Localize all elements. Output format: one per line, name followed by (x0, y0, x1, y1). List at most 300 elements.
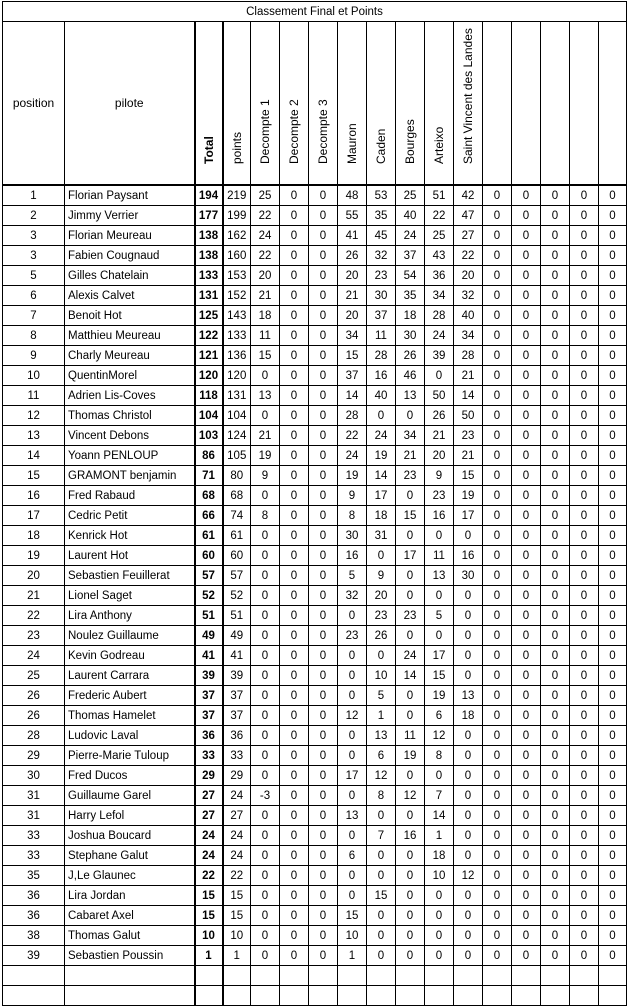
table-row (3, 466, 627, 486)
cell-extra-5: 0 (599, 666, 627, 686)
empty-cell (570, 986, 599, 1006)
cell-points: 24 (223, 846, 251, 866)
cell-pilote: Adrien Lis-Coves (65, 386, 195, 406)
cell-total: 71 (195, 466, 223, 486)
cell-decompte-1: 21 (251, 426, 280, 446)
empty-row (3, 966, 627, 986)
cell-points: 51 (223, 606, 251, 626)
cell-total: 36 (195, 726, 223, 746)
empty-cell (483, 986, 512, 1006)
cell-extra-1: 0 (483, 806, 512, 826)
cell-extra-2: 0 (512, 266, 541, 286)
cell-pilote: J,Le Glaunec (65, 866, 195, 886)
cell-position: 3 (3, 246, 65, 266)
cell-extra-2: 0 (512, 466, 541, 486)
cell-total: 37 (195, 706, 223, 726)
empty-cell (599, 966, 627, 986)
cell-extra-2: 0 (512, 446, 541, 466)
cell-total: 22 (195, 866, 223, 886)
cell-extra-5: 0 (599, 306, 627, 326)
cell-decompte-1: 0 (251, 526, 280, 546)
header-empty-1 (483, 22, 512, 186)
cell-extra-4: 0 (570, 346, 599, 366)
cell-round-3: 0 (396, 866, 425, 886)
cell-extra-3: 0 (541, 686, 570, 706)
cell-decompte-1: 15 (251, 346, 280, 366)
cell-position: 38 (3, 926, 65, 946)
cell-total: 10 (195, 926, 223, 946)
cell-round-4: 19 (425, 686, 454, 706)
cell-extra-2: 0 (512, 226, 541, 246)
cell-decompte-2: 0 (280, 206, 309, 226)
cell-round-4: 0 (425, 766, 454, 786)
cell-decompte-2: 0 (280, 926, 309, 946)
cell-extra-4: 0 (570, 766, 599, 786)
cell-pilote: Benoit Hot (65, 306, 195, 326)
cell-round-5: 47 (454, 206, 483, 226)
cell-extra-4: 0 (570, 286, 599, 306)
empty-cell (3, 986, 65, 1006)
cell-round-5: 50 (454, 406, 483, 426)
cell-total: 51 (195, 606, 223, 626)
cell-decompte-1: 0 (251, 866, 280, 886)
cell-round-2: 0 (367, 406, 396, 426)
cell-position: 8 (3, 326, 65, 346)
cell-extra-5: 0 (599, 486, 627, 506)
cell-extra-4: 0 (570, 606, 599, 626)
cell-decompte-2: 0 (280, 886, 309, 906)
cell-extra-3: 0 (541, 386, 570, 406)
cell-decompte-2: 0 (280, 526, 309, 546)
cell-round-3: 23 (396, 606, 425, 626)
cell-round-5: 0 (454, 906, 483, 926)
cell-pilote: Kenrick Hot (65, 526, 195, 546)
cell-round-4: 36 (425, 266, 454, 286)
cell-decompte-1: 0 (251, 666, 280, 686)
cell-total: 194 (195, 185, 223, 206)
cell-extra-3: 0 (541, 246, 570, 266)
cell-round-5: 34 (454, 326, 483, 346)
cell-extra-4: 0 (570, 906, 599, 926)
cell-points: 153 (223, 266, 251, 286)
cell-extra-3: 0 (541, 846, 570, 866)
cell-extra-1: 0 (483, 286, 512, 306)
cell-round-1: 0 (338, 646, 367, 666)
cell-decompte-2: 0 (280, 686, 309, 706)
cell-round-2: 23 (367, 266, 396, 286)
cell-extra-3: 0 (541, 606, 570, 626)
cell-extra-5: 0 (599, 786, 627, 806)
cell-extra-4: 0 (570, 506, 599, 526)
table-row (3, 806, 627, 826)
cell-pilote: Charly Meureau (65, 346, 195, 366)
cell-decompte-1: 0 (251, 826, 280, 846)
cell-round-1: 28 (338, 406, 367, 426)
cell-extra-2: 0 (512, 666, 541, 686)
cell-extra-4: 0 (570, 686, 599, 706)
cell-round-1: 19 (338, 466, 367, 486)
cell-round-2: 0 (367, 646, 396, 666)
cell-round-2: 0 (367, 546, 396, 566)
cell-round-1: 24 (338, 446, 367, 466)
empty-cell (512, 966, 541, 986)
cell-decompte-1: 20 (251, 266, 280, 286)
cell-extra-4: 0 (570, 626, 599, 646)
cell-round-5: 13 (454, 686, 483, 706)
standings-table (2, 1, 627, 1006)
cell-extra-1: 0 (483, 786, 512, 806)
cell-decompte-1: -3 (251, 786, 280, 806)
cell-position: 3 (3, 226, 65, 246)
cell-extra-4: 0 (570, 926, 599, 946)
cell-round-1: 0 (338, 686, 367, 706)
cell-round-4: 6 (425, 706, 454, 726)
cell-pilote: Florian Meureau (65, 226, 195, 246)
cell-position: 39 (3, 946, 65, 966)
cell-extra-3: 0 (541, 786, 570, 806)
cell-decompte-1: 0 (251, 886, 280, 906)
cell-points: 1 (223, 946, 251, 966)
cell-pilote: Sebastien Poussin (65, 946, 195, 966)
cell-round-3: 0 (396, 806, 425, 826)
cell-extra-5: 0 (599, 446, 627, 466)
cell-extra-1: 0 (483, 406, 512, 426)
cell-round-2: 11 (367, 326, 396, 346)
cell-extra-3: 0 (541, 366, 570, 386)
cell-extra-4: 0 (570, 826, 599, 846)
cell-extra-5: 0 (599, 426, 627, 446)
cell-round-3: 0 (396, 706, 425, 726)
cell-round-5: 0 (454, 926, 483, 946)
cell-decompte-1: 13 (251, 386, 280, 406)
empty-cell (425, 986, 454, 1006)
cell-decompte-2: 0 (280, 226, 309, 246)
cell-round-2: 45 (367, 226, 396, 246)
cell-round-1: 23 (338, 626, 367, 646)
cell-position: 24 (3, 646, 65, 666)
cell-round-5: 0 (454, 766, 483, 786)
cell-extra-5: 0 (599, 246, 627, 266)
cell-extra-1: 0 (483, 326, 512, 346)
cell-round-2: 0 (367, 846, 396, 866)
cell-round-3: 0 (396, 906, 425, 926)
table-row (3, 286, 627, 306)
cell-extra-2: 0 (512, 486, 541, 506)
cell-extra-4: 0 (570, 486, 599, 506)
cell-points: 162 (223, 226, 251, 246)
header-empty-5 (599, 22, 627, 186)
empty-cell (65, 966, 195, 986)
cell-round-4: 7 (425, 786, 454, 806)
cell-extra-4: 0 (570, 386, 599, 406)
cell-extra-3: 0 (541, 506, 570, 526)
cell-round-2: 30 (367, 286, 396, 306)
cell-extra-2: 0 (512, 546, 541, 566)
cell-points: 37 (223, 686, 251, 706)
cell-total: 66 (195, 506, 223, 526)
cell-extra-3: 0 (541, 706, 570, 726)
cell-total: 120 (195, 366, 223, 386)
cell-decompte-1: 0 (251, 766, 280, 786)
cell-pilote: Cedric Petit (65, 506, 195, 526)
cell-decompte-1: 22 (251, 246, 280, 266)
cell-extra-1: 0 (483, 266, 512, 286)
cell-decompte-2: 0 (280, 306, 309, 326)
cell-points: 133 (223, 326, 251, 346)
cell-pilote: Kevin Godreau (65, 646, 195, 666)
cell-round-1: 20 (338, 266, 367, 286)
cell-points: 136 (223, 346, 251, 366)
cell-round-3: 0 (396, 626, 425, 646)
cell-total: 61 (195, 526, 223, 546)
cell-extra-2: 0 (512, 306, 541, 326)
cell-round-4: 25 (425, 226, 454, 246)
cell-points: 15 (223, 886, 251, 906)
cell-total: 52 (195, 586, 223, 606)
cell-total: 122 (195, 326, 223, 346)
cell-round-2: 9 (367, 566, 396, 586)
cell-pilote: Jimmy Verrier (65, 206, 195, 226)
cell-round-5: 40 (454, 306, 483, 326)
cell-position: 23 (3, 626, 65, 646)
cell-round-5: 0 (454, 586, 483, 606)
cell-pilote: Stephane Galut (65, 846, 195, 866)
cell-round-5: 15 (454, 466, 483, 486)
cell-points: 120 (223, 366, 251, 386)
cell-decompte-2: 0 (280, 386, 309, 406)
table-row (3, 906, 627, 926)
cell-position: 5 (3, 266, 65, 286)
cell-round-2: 0 (367, 946, 396, 966)
cell-total: 33 (195, 746, 223, 766)
cell-decompte-2: 0 (280, 246, 309, 266)
header-empty-4 (570, 22, 599, 186)
cell-pilote: Cabaret Axel (65, 906, 195, 926)
cell-round-3: 37 (396, 246, 425, 266)
empty-cell (454, 986, 483, 1006)
cell-total: 37 (195, 686, 223, 706)
table-row (3, 586, 627, 606)
cell-round-5: 18 (454, 706, 483, 726)
cell-round-5: 0 (454, 846, 483, 866)
cell-extra-3: 0 (541, 306, 570, 326)
table-row (3, 246, 627, 266)
cell-points: 29 (223, 766, 251, 786)
cell-round-1: 10 (338, 926, 367, 946)
cell-position: 14 (3, 446, 65, 466)
cell-round-1: 1 (338, 946, 367, 966)
cell-round-4: 28 (425, 306, 454, 326)
cell-extra-1: 0 (483, 486, 512, 506)
cell-total: 29 (195, 766, 223, 786)
table-row (3, 526, 627, 546)
cell-total: 131 (195, 286, 223, 306)
cell-position: 33 (3, 846, 65, 866)
cell-round-4: 39 (425, 346, 454, 366)
cell-extra-4: 0 (570, 306, 599, 326)
cell-decompte-3: 0 (309, 326, 338, 346)
cell-decompte-1: 0 (251, 486, 280, 506)
cell-total: 68 (195, 486, 223, 506)
cell-extra-1: 0 (483, 766, 512, 786)
cell-extra-5: 0 (599, 326, 627, 346)
cell-extra-5: 0 (599, 185, 627, 206)
cell-points: 15 (223, 906, 251, 926)
cell-round-1: 55 (338, 206, 367, 226)
cell-decompte-1: 19 (251, 446, 280, 466)
cell-extra-3: 0 (541, 646, 570, 666)
cell-round-5: 42 (454, 185, 483, 206)
cell-total: 104 (195, 406, 223, 426)
cell-round-1: 26 (338, 246, 367, 266)
cell-round-3: 19 (396, 746, 425, 766)
cell-extra-2: 0 (512, 706, 541, 726)
cell-decompte-1: 18 (251, 306, 280, 326)
cell-decompte-3: 0 (309, 266, 338, 286)
cell-extra-4: 0 (570, 466, 599, 486)
cell-round-1: 30 (338, 526, 367, 546)
header-pilote: pilote (65, 22, 195, 186)
cell-round-3: 0 (396, 886, 425, 906)
cell-extra-2: 0 (512, 246, 541, 266)
cell-position: 18 (3, 526, 65, 546)
cell-position: 26 (3, 686, 65, 706)
cell-round-5: 0 (454, 826, 483, 846)
empty-cell (309, 986, 338, 1006)
cell-extra-2: 0 (512, 886, 541, 906)
cell-round-3: 11 (396, 726, 425, 746)
header-round-bourges: Bourges (396, 22, 425, 186)
cell-total: 15 (195, 906, 223, 926)
cell-extra-5: 0 (599, 386, 627, 406)
cell-decompte-1: 0 (251, 746, 280, 766)
cell-decompte-1: 24 (251, 226, 280, 246)
header-position: position (3, 22, 65, 186)
table-row (3, 226, 627, 246)
cell-extra-5: 0 (599, 526, 627, 546)
cell-round-1: 37 (338, 366, 367, 386)
cell-extra-1: 0 (483, 606, 512, 626)
cell-position: 26 (3, 706, 65, 726)
cell-round-1: 9 (338, 486, 367, 506)
cell-round-1: 48 (338, 185, 367, 206)
table-row (3, 366, 627, 386)
cell-points: 37 (223, 706, 251, 726)
cell-decompte-1: 0 (251, 726, 280, 746)
cell-decompte-3: 0 (309, 646, 338, 666)
cell-round-4: 0 (425, 886, 454, 906)
cell-round-5: 32 (454, 286, 483, 306)
cell-position: 10 (3, 366, 65, 386)
cell-extra-4: 0 (570, 566, 599, 586)
cell-points: 61 (223, 526, 251, 546)
cell-extra-5: 0 (599, 346, 627, 366)
cell-extra-4: 0 (570, 185, 599, 206)
cell-round-3: 26 (396, 346, 425, 366)
cell-decompte-2: 0 (280, 546, 309, 566)
cell-extra-1: 0 (483, 586, 512, 606)
cell-round-3: 16 (396, 826, 425, 846)
cell-extra-5: 0 (599, 546, 627, 566)
cell-decompte-3: 0 (309, 926, 338, 946)
header-empty-3 (541, 22, 570, 186)
cell-extra-4: 0 (570, 586, 599, 606)
cell-decompte-3: 0 (309, 185, 338, 206)
cell-decompte-2: 0 (280, 706, 309, 726)
cell-round-5: 17 (454, 506, 483, 526)
cell-extra-4: 0 (570, 666, 599, 686)
cell-decompte-2: 0 (280, 406, 309, 426)
cell-round-1: 8 (338, 506, 367, 526)
cell-decompte-1: 0 (251, 806, 280, 826)
cell-extra-3: 0 (541, 526, 570, 546)
cell-extra-2: 0 (512, 786, 541, 806)
cell-round-1: 22 (338, 426, 367, 446)
cell-round-5: 0 (454, 606, 483, 626)
cell-extra-5: 0 (599, 846, 627, 866)
cell-points: 41 (223, 646, 251, 666)
cell-extra-5: 0 (599, 746, 627, 766)
cell-points: 57 (223, 566, 251, 586)
cell-extra-3: 0 (541, 546, 570, 566)
cell-extra-2: 0 (512, 746, 541, 766)
cell-decompte-1: 0 (251, 606, 280, 626)
cell-extra-4: 0 (570, 806, 599, 826)
cell-decompte-3: 0 (309, 486, 338, 506)
table-row (3, 726, 627, 746)
cell-decompte-2: 0 (280, 826, 309, 846)
table-row (3, 206, 627, 226)
cell-round-2: 0 (367, 866, 396, 886)
cell-extra-4: 0 (570, 246, 599, 266)
header-decompte-2: Decompte 2 (280, 22, 309, 186)
table-row (3, 766, 627, 786)
cell-extra-2: 0 (512, 826, 541, 846)
cell-decompte-3: 0 (309, 366, 338, 386)
cell-extra-3: 0 (541, 286, 570, 306)
cell-round-2: 18 (367, 506, 396, 526)
cell-extra-2: 0 (512, 646, 541, 666)
cell-decompte-1: 0 (251, 946, 280, 966)
cell-round-5: 22 (454, 246, 483, 266)
table-row (3, 886, 627, 906)
cell-round-4: 16 (425, 506, 454, 526)
cell-position: 31 (3, 806, 65, 826)
cell-round-3: 34 (396, 426, 425, 446)
cell-round-4: 10 (425, 866, 454, 886)
cell-decompte-2: 0 (280, 586, 309, 606)
table-title: Classement Final et Points (3, 2, 627, 22)
header-points: points (223, 22, 251, 186)
cell-round-3: 0 (396, 486, 425, 506)
table-row (3, 306, 627, 326)
header-round-caden: Caden (367, 22, 396, 186)
cell-decompte-2: 0 (280, 606, 309, 626)
cell-decompte-3: 0 (309, 406, 338, 426)
cell-round-2: 8 (367, 786, 396, 806)
cell-extra-2: 0 (512, 366, 541, 386)
table-row (3, 326, 627, 346)
cell-round-4: 21 (425, 426, 454, 446)
cell-extra-3: 0 (541, 666, 570, 686)
cell-extra-3: 0 (541, 586, 570, 606)
cell-round-4: 17 (425, 646, 454, 666)
cell-position: 16 (3, 486, 65, 506)
cell-extra-2: 0 (512, 906, 541, 926)
cell-extra-5: 0 (599, 626, 627, 646)
cell-points: 10 (223, 926, 251, 946)
cell-decompte-3: 0 (309, 546, 338, 566)
